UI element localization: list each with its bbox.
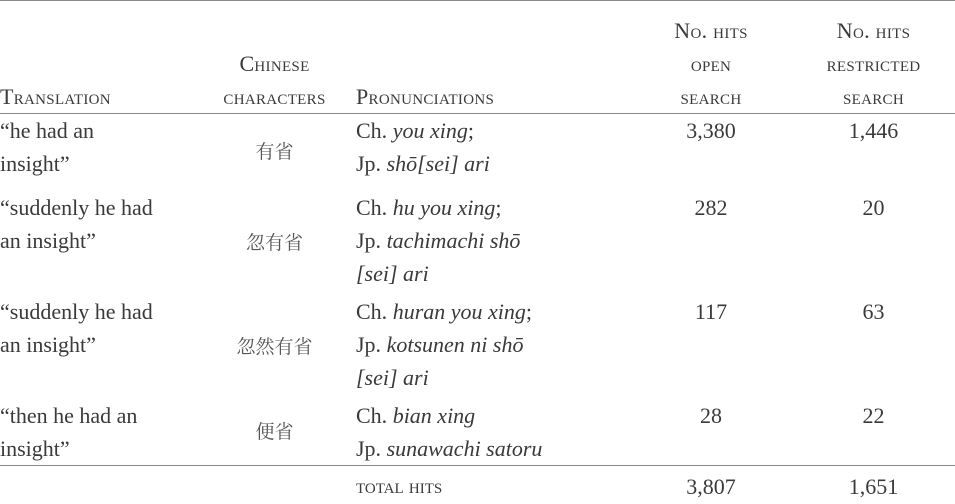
chinese-characters-cell: 便省 — [193, 399, 356, 466]
table-row — [0, 295, 955, 399]
table-row — [0, 399, 955, 466]
header-row — [0, 1, 955, 114]
total-hits-label: total hits — [356, 466, 630, 504]
pronunciation-cell: Ch. bian xing Jp. sunawachi satoru — [356, 399, 630, 466]
pronunciation-cell: Ch. you xing; Jp. shō[sei] ari — [356, 114, 630, 192]
header-chinese-characters: Chinese characters — [193, 1, 356, 114]
open-hits-cell: 282 — [630, 191, 792, 295]
translation-cell: “suddenly he had an insight” — [0, 191, 193, 295]
restricted-hits-cell: 20 — [792, 191, 955, 295]
header-translation: Translation — [0, 1, 193, 114]
restricted-hits-cell: 1,446 — [792, 114, 955, 192]
translation-cell: “then he had an insight” — [0, 399, 193, 466]
open-hits-cell: 28 — [630, 399, 792, 466]
open-hits-cell: 3,380 — [630, 114, 792, 192]
table-row — [0, 191, 955, 295]
translation-cell: “suddenly he had an insight” — [0, 295, 193, 399]
header-restricted-search: No. hits restricted search — [792, 1, 955, 114]
open-hits-cell: 117 — [630, 295, 792, 399]
table-row — [0, 114, 955, 192]
total-restricted-hits: 1,651 — [792, 466, 955, 504]
pronunciation-cell: Ch. huran you xing; Jp. kotsunen ni shō [sei] ari — [356, 295, 630, 399]
header-pronunciations: Pronunciations — [356, 1, 630, 114]
total-open-hits: 3,807 — [630, 466, 792, 504]
chinese-characters-cell: 忽有省 — [193, 191, 356, 295]
translation-cell: “he had an insight” — [0, 114, 193, 192]
chinese-characters-cell: 忽然有省 — [193, 295, 356, 399]
empty-cell — [0, 466, 193, 504]
pronunciation-cell: Ch. hu you xing; Jp. tachimachi shō [sei] ari — [356, 191, 630, 295]
empty-cell — [193, 466, 356, 504]
restricted-hits-cell: 22 — [792, 399, 955, 466]
restricted-hits-cell: 63 — [792, 295, 955, 399]
header-open-search: No. hits open search — [630, 1, 792, 114]
total-row — [0, 466, 955, 504]
chinese-characters-cell: 有省 — [193, 114, 356, 192]
